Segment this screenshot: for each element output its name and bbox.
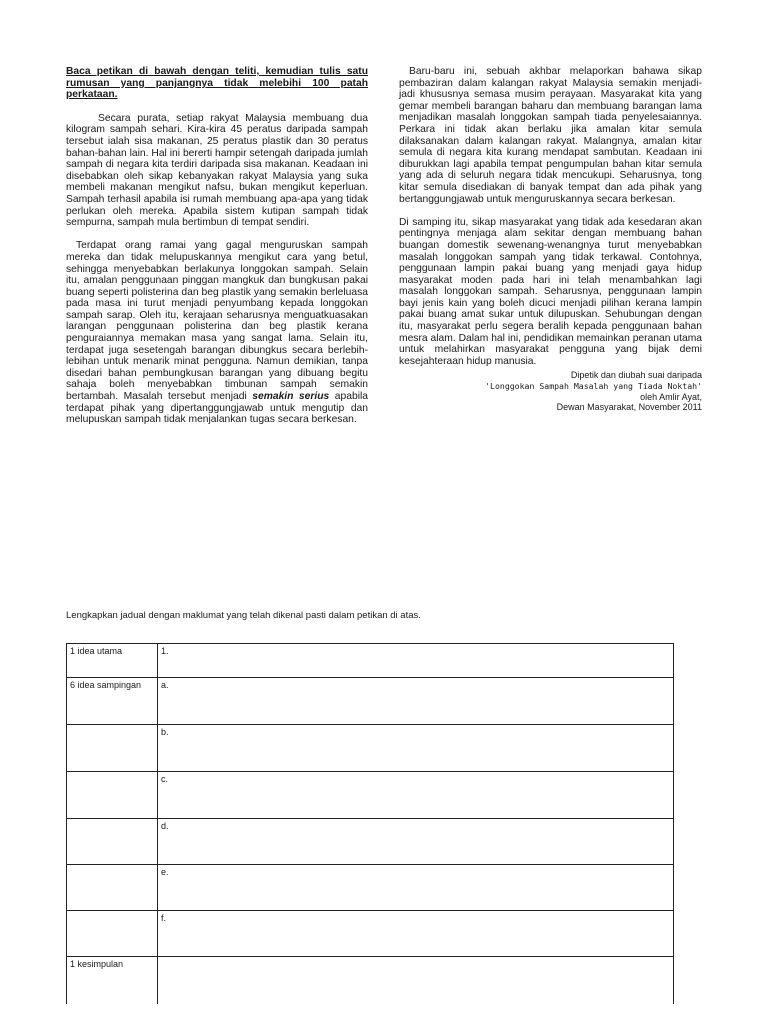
source-citation [399,370,702,412]
cell-supporting-e[interactable]: e. [158,865,674,911]
label-main-idea: 1 idea utama [67,644,158,678]
row-supporting-e [67,865,674,911]
paragraph-2-start: Terdapat orang ramai yang gagal menguruskan sampah mereka dan tidak melupuskannya mengikut cara yang betul, sehingga menyebabkan berlakunya longgokan sampah. Selain itu, amalan penggunaan pinggan mangkuk dan bungkusan pakai buang seperti polisterina dan beg plastik yang semakin berleluasa pada masa ini turut menjadi penyumbang kepada longgokan sampah sarap. Oleh itu, kerajaan seharusnya menguatkuasakan larangan penggunaan polisterina dan beg plastik kerana penguraiannya memakan masa yang sangat lama. Selain itu, terdapat juga sesetengah barangan dibungkus secara berlebih-lebihan untuk menarik minat pengguna. Namun demikian, tanpa disedari bahan pembungkusan barangan yang dibuang begitu sahaja boleh menyebabkan timbunan sampah semakin bertambah. Masalah tersebut menjadi [66,240,368,403]
row-supporting-f [67,911,674,957]
label-conclusion: 1 kesimpulan [67,957,158,1004]
row-supporting-a [67,678,674,725]
cell-supporting-f[interactable]: f. [158,911,674,957]
source-line-1: Dipetik dan diubah suai daripada [570,370,702,381]
cell-supporting-a[interactable]: a. [158,678,674,725]
cell-main-idea[interactable]: 1. [158,644,674,678]
row-supporting-b [67,725,674,772]
source-author: oleh Amlir Ayat, [640,391,702,402]
row-conclusion [67,957,674,1004]
row-main-idea [67,644,674,678]
source-title: 'Longgokan Sampah Masalah yang Tiada Noktah' [485,381,702,392]
label-empty [67,772,158,819]
cell-supporting-c[interactable]: c. [158,772,674,819]
row-supporting-c [67,772,674,819]
task-instruction: Lengkapkan jadual dengan maklumat yang telah dikenal pasti dalam petikan di atas. [66,610,421,621]
row-supporting-d [67,819,674,865]
answer-table [66,643,674,1004]
label-empty [67,819,158,865]
source-publication: Dewan Masyarakat, November 2011 [556,402,702,413]
cell-supporting-b[interactable]: b. [158,725,674,772]
paragraph-2 [66,240,368,426]
label-empty [67,911,158,957]
label-supporting: 6 idea sampingan [67,678,158,725]
right-column [399,66,702,413]
paragraph-2-end: apabila terdapat pihak yang dipertanggungjawab untuk mengutip dan melupuskan sampah tidak menjalankan tugas secara berkesan. [66,391,368,426]
instruction-heading [66,66,368,101]
label-empty [67,865,158,911]
instruction-line-2: rumusan yang panjangnya tidak melebihi 100 patah perkataan. [66,77,368,101]
cell-conclusion[interactable] [158,957,674,1004]
cell-supporting-d[interactable]: d. [158,819,674,865]
emphasis-text: semakin serius [252,391,330,403]
paragraph-3: Baru-baru ini, sebuah akhbar melaporkan bahawa sikap pembaziran dalam kalangan rakyat Malaysia semakin menjadi-jadi khususnya semasa musim perayaan. Masyarakat kita yang gemar membeli barangan baharu dan membuang barangan lama menjadikan masalah longgokan sampah tiada penyelesaiannya. Perkara ini tidak akan berlaku jika amalan kitar semula dilaksanakan dalam kalangan rakyat. Malangnya, amalan kitar semula di negara kita kurang mendapat sambutan. Keadaan ini diburukkan lagi apabila tempat pengumpulan bahan kitar semula yang ada di seluruh negara tidak mencukupi. Seharusnya, tong kitar semula disediakan di banyak tempat dan ada pihak yang bertanggungjawab untuk menguruskannya secara berkesan. [399,66,702,205]
paragraph-4: Di samping itu, sikap masyarakat yang tidak ada kesedaran akan pentingnya menjaga alam sekitar dengan membuang bahan buangan domestik sewenang-wenangnya turut menyebabkan masalah longgokan sampah yang tidak terkawal. Contohnya, penggunaan lampin pakai buang yang menjadi gaya hidup masyarakat moden pada hari ini telah menambahkan lagi masalah longgokan sampah. Seharusnya, penggunaan lampin bayi jenis kain yang boleh dicuci menjadi pilihan kerana lampin pakai buang amat sukar untuk dilupuskan. Sehubungan dengan itu, masyarakat perlu segera beralih kepada penggunaan bahan mesra alam. Dalam hal ini, pendidikan memainkan peranan utama untuk melahirkan masyarakat pengguna yang bijak demi kesejahteraan hidup manusia. [399,216,702,367]
left-column [66,66,368,426]
instruction-line-1: Baca petikan di bawah dengan teliti, kemudian tulis satu [66,66,368,77]
paragraph-1: Secara purata, setiap rakyat Malaysia membuang dua kilogram sampah sehari. Kira-kira 45 peratus daripada sampah tersebut ialah sisa makanan, 25 peratus plastik dan 30 peratus bahan-bahan lain. Hal ini bererti hampir setengah daripada jumlah sampah di negara kita terdiri daripada sisa makanan. Keadaan ini disebabkan oleh sikap kebanyakan rakyat Malaysia yang suka membeli makanan mengikut nafsu, bukan mengikut keperluan. Sampah terhasil apabila isi rumah membuang apa-apa yang tidak perlukan oleh mereka. Apabila sistem kutipan sampah tidak sempurna, sampah mula bertimbun di tempat sendiri. [66,112,368,229]
label-empty [67,725,158,772]
